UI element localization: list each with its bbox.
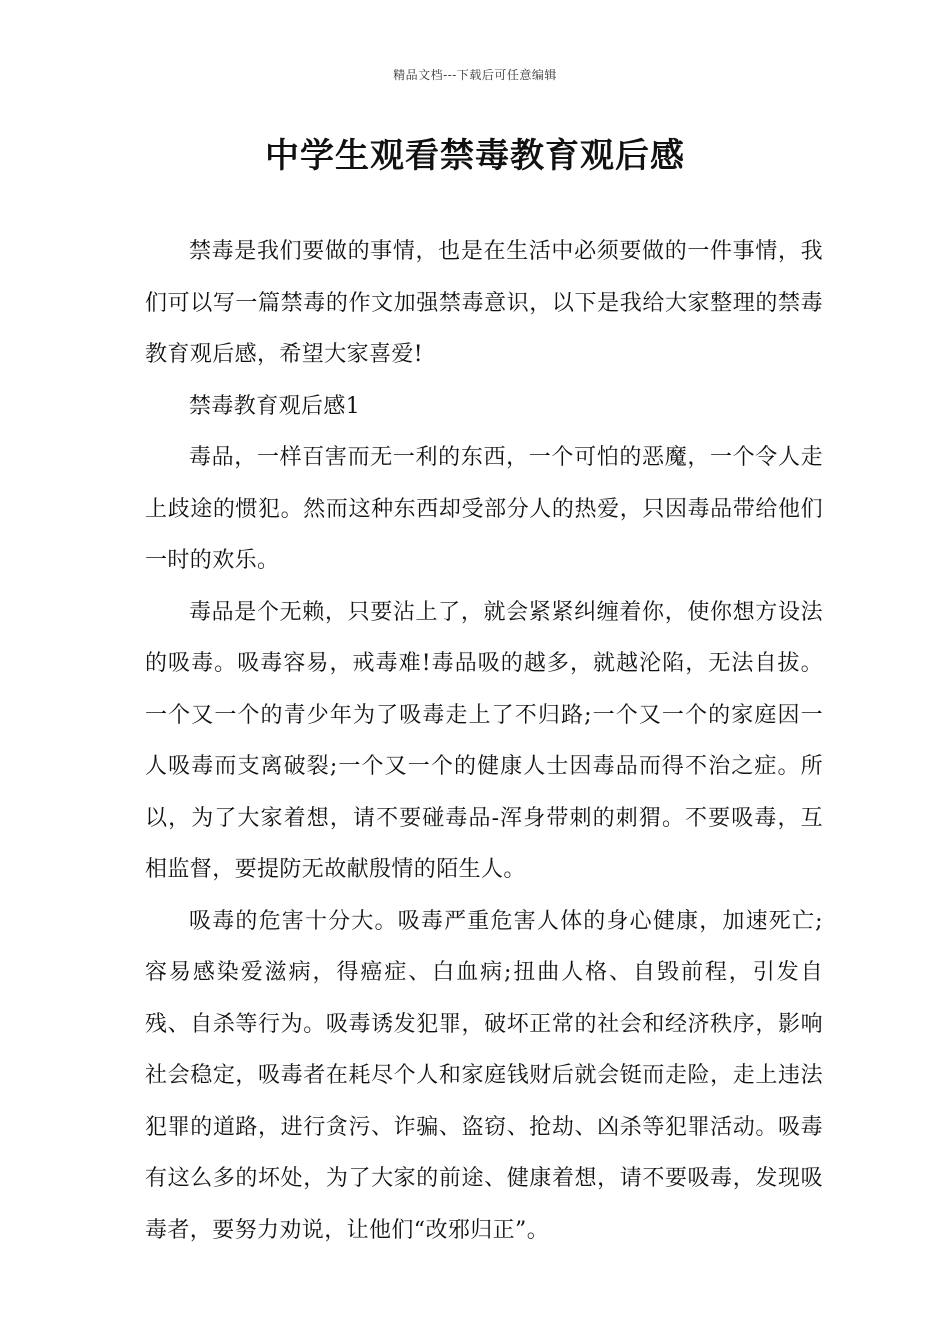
body-paragraph: 吸毒的危害十分大。吸毒严重危害人体的身心健康，加速死亡;容易感染爱滋病，得癌症、白血病;扭曲人格、自毁前程，引发自残、自杀等行为。吸毒诱发犯罪，破坏正常的社会和经济秩序，影响社会稳定，吸毒者在耗尽个人和家庭钱财后就会铤而走险，走上违法犯罪的道路，进行贪污、诈骗、盗窃、抢劫、凶杀等犯罪活动。吸毒有这么多的坏处，为了大家的前途、健康着想，请不要吸毒，发现吸毒者，要努力劝说，让他们“改邪归正”。 — [145, 908, 823, 1243]
section-heading: 禁毒教育观后感1 — [189, 393, 361, 419]
body-paragraph: 毒品，一样百害而无一利的东西，一个可怕的恶魔，一个令人走上歧途的惯犯。然而这种东西却受部分人的热爱，只因毒品带给他们一时的欢乐。 — [145, 445, 823, 573]
intro-paragraph: 禁毒是我们要做的事情，也是在生活中必须要做的一件事情，我们可以写一篇禁毒的作文加强禁毒意识，以下是我给大家整理的禁毒教育观后感，希望大家喜爱! — [145, 239, 823, 367]
body-paragraph: 毒品是个无赖，只要沾上了，就会紧紧纠缠着你，使你想方设法的吸毒。吸毒容易，戒毒难!毒品吸的越多，就越沦陷，无法自拔。一个又一个的青少年为了吸毒走上了不归路;一个又一个的家庭因一人吸毒而支离破裂;一个又一个的健康人士因毒品而得不治之症。所以，为了大家着想，请不要碰毒品-浑身带刺的刺猬。不要吸毒，互相监督，要提防无故献殷情的陌生人。 — [145, 599, 823, 882]
header-note: 精品文档---下载后可任意编辑 — [393, 68, 557, 82]
document-title: 中学生观看禁毒教育观后感 — [265, 136, 685, 176]
document-body — [145, 226, 823, 1256]
